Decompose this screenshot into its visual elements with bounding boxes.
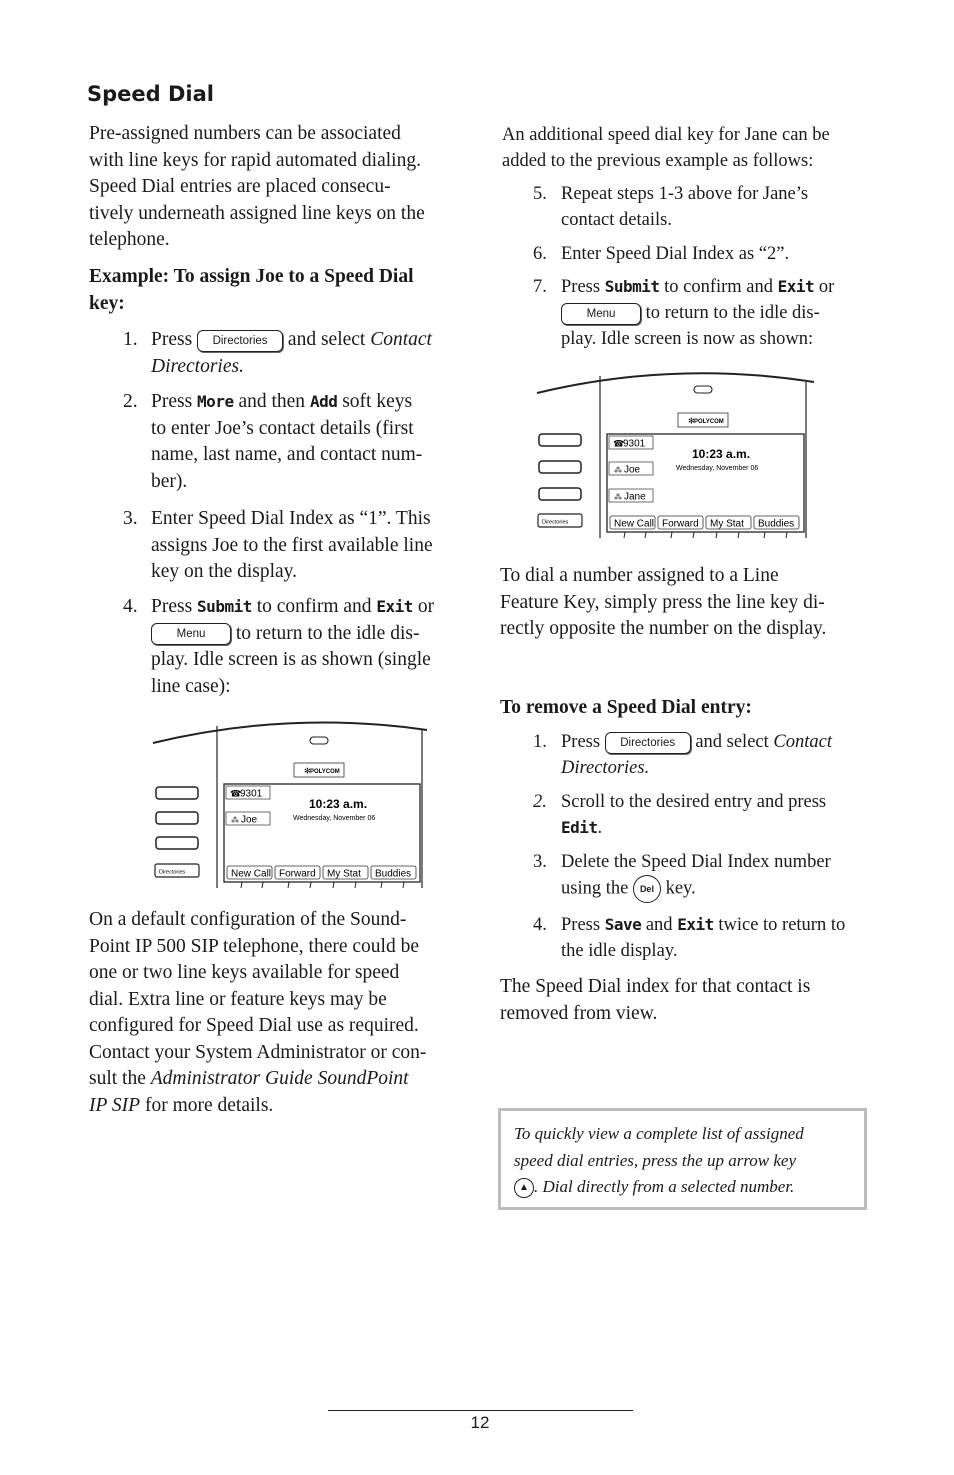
- exit-softkey: Exit: [376, 597, 413, 616]
- step-5: 5. Repeat steps 1-3 above for Jane’s contact details.: [533, 184, 809, 230]
- directories-key[interactable]: Directories: [197, 330, 283, 352]
- edit-softkey: Edit: [561, 818, 598, 837]
- svg-text:✻: ✻: [304, 766, 311, 776]
- svg-text:New Call: New Call: [614, 518, 655, 530]
- remove-heading: To remove a Speed Dial entry:: [500, 697, 752, 718]
- svg-text:My Stat: My Stat: [710, 518, 744, 530]
- svg-text:✻: ✻: [688, 416, 695, 426]
- svg-text:Directories: Directories: [159, 869, 186, 876]
- softkey-ticks: [624, 532, 787, 538]
- step-1: 1. Press Directories and select Contact Directories.: [123, 329, 432, 377]
- del-key[interactable]: Del: [633, 875, 661, 903]
- up-arrow-key-icon[interactable]: ▲: [514, 1178, 534, 1198]
- remove-step-3: 3. Delete the Speed Dial Index number using the Del key.: [533, 849, 878, 909]
- svg-text:Forward: Forward: [662, 518, 699, 530]
- footer-rule: [328, 1410, 633, 1411]
- svg-text:POLYCOM: POLYCOM: [694, 419, 724, 425]
- exit-softkey: Exit: [777, 277, 815, 296]
- save-softkey: Save: [604, 915, 642, 934]
- add-softkey: Add: [309, 392, 338, 411]
- svg-text:Joe: Joe: [241, 814, 258, 826]
- page-number: 12: [470, 1413, 490, 1432]
- svg-text:Joe: Joe: [624, 464, 641, 476]
- svg-text:Wednesday, November 06: Wednesday, November 06: [676, 465, 759, 472]
- svg-text:9301: 9301: [240, 788, 263, 800]
- svg-text:POLYCOM: POLYCOM: [310, 769, 340, 775]
- svg-text:⁂: ⁂: [231, 815, 239, 825]
- remove-step-1: 1. Press Directories and select Contact Directories.: [533, 732, 832, 778]
- line-key-1[interactable]: [539, 434, 581, 446]
- step-4: 4. Press Submit to confirm and Exit or Menu to return to the idle dis- play. Idle screen is as shown (single line case):: [123, 596, 435, 697]
- line-key-3[interactable]: [539, 488, 581, 500]
- example-heading: Example: To assign Joe to a Speed Dial key:: [89, 266, 414, 314]
- line-key-1[interactable]: [156, 787, 198, 799]
- line-key-2[interactable]: [156, 812, 198, 824]
- svg-text:☎: ☎: [230, 788, 242, 799]
- softkey-ticks: [241, 882, 404, 888]
- phone-display-illustration-single: [150, 716, 430, 892]
- svg-text:New Call: New Call: [231, 868, 272, 880]
- svg-text:Jane: Jane: [624, 491, 646, 503]
- svg-text:Buddies: Buddies: [375, 868, 412, 880]
- submit-softkey: Submit: [604, 277, 660, 296]
- intro-paragraph: Pre-assigned numbers can be associated with line keys for rapid automated dialing. Speed Dial entries are placed consecu- tively underneath assigned line keys on the telephone.: [89, 123, 425, 250]
- menu-key[interactable]: Menu: [151, 623, 231, 645]
- submit-softkey: Submit: [197, 597, 252, 616]
- svg-text:Wednesday, November 06: Wednesday, November 06: [293, 815, 376, 822]
- dial-line-key-paragraph: To dial a number assigned to a Line Feature Key, simply press the line key di- rectly opposite the number on the display.: [500, 565, 827, 639]
- step-3: 3. Enter Speed Dial Index as “1”. This assigns Joe to the first available line key on the display.: [123, 508, 433, 582]
- line-key-2[interactable]: [539, 461, 581, 473]
- message-indicator-icon: [694, 386, 712, 393]
- tip-note-box: To quickly view a complete list of assigned speed dial entries, press the up arrow key ▲ . Dial directly from a selected number.: [498, 1108, 867, 1210]
- remove-step-2: 2. Scroll to the desired entry and press Edit.: [533, 792, 827, 838]
- menu-key[interactable]: Menu: [561, 303, 641, 325]
- step-2: 2. Press More and then Add soft keys to enter Joe’s contact details (first name, last name, and contact num- ber).: [123, 391, 423, 492]
- svg-text:10:23 a.m.: 10:23 a.m.: [692, 447, 751, 461]
- directories-key[interactable]: Directories: [605, 732, 691, 754]
- svg-text:9301: 9301: [623, 438, 646, 450]
- remove-step-4: 4. Press Save and Exit twice to return to the idle display.: [533, 915, 846, 961]
- svg-text:⁂: ⁂: [614, 465, 622, 475]
- jane-intro: An additional speed dial key for Jane can be added to the previous example as follows:: [502, 125, 830, 171]
- svg-text:Forward: Forward: [279, 868, 316, 880]
- svg-text:Buddies: Buddies: [758, 518, 795, 530]
- svg-text:⁂: ⁂: [614, 492, 622, 502]
- removed-paragraph: The Speed Dial index for that contact is removed from view.: [500, 976, 811, 1024]
- exit-softkey: Exit: [677, 915, 714, 934]
- step-6: 6. Enter Speed Dial Index as “2”.: [533, 244, 790, 264]
- default-config-paragraph: On a default configuration of the Sound- Point IP 500 SIP telephone, there could be one or two line keys available for speed dial. Extra line or feature keys may be configured for Speed Dial use as required. Contact your System Administrator or con- sult the Administrator Guide SoundPoint IP SIP for more details.: [89, 909, 427, 1116]
- message-indicator-icon: [310, 737, 328, 744]
- more-softkey: More: [197, 392, 234, 411]
- svg-text:10:23 a.m.: 10:23 a.m.: [309, 797, 368, 811]
- line-key-3[interactable]: [156, 837, 198, 849]
- step-7: 7. Press Submit to confirm and Exit or Menu to return to the idle dis- play. Idle screen is now as shown:: [533, 277, 835, 349]
- phone-display-illustration-two-lines: [534, 366, 816, 542]
- section-heading: Speed Dial: [87, 82, 214, 106]
- svg-text:My Stat: My Stat: [327, 868, 361, 880]
- svg-text:☎: ☎: [613, 438, 625, 449]
- svg-text:Directories: Directories: [542, 519, 569, 526]
